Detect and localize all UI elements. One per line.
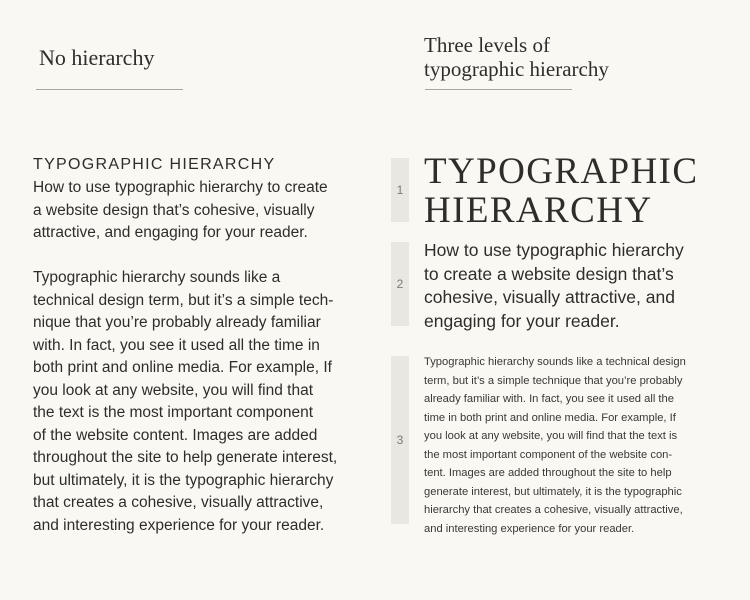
right-subtitle-line: cohesive, visually attractive, and xyxy=(424,287,675,307)
right-body-line: tent. Images are added throughout the site to help xyxy=(424,467,672,479)
left-body-line: of the website content. Images are added xyxy=(33,426,318,444)
right-body-line: hierarchy that creates a cohesive, visually attractive, xyxy=(424,504,683,516)
level-1-marker: 1 xyxy=(391,158,409,222)
left-body-line: you look at any website, you will find that xyxy=(33,381,314,399)
right-body-text xyxy=(424,353,686,538)
right-subtitle-line: engaging for your reader. xyxy=(424,310,620,331)
left-body-line: Typographic hierarchy sounds like a xyxy=(33,269,281,286)
left-body-line: and interesting experience for your reader. xyxy=(33,516,325,534)
left-title-divider xyxy=(36,89,183,90)
right-body-line: term, but it’s a simple technique that you’re probably xyxy=(424,374,683,387)
right-subtitle-line: How to use typographic hierarchy xyxy=(424,240,684,260)
level-2-marker: 2 xyxy=(391,242,409,326)
right-heading-line: TYPOGRAPHIC xyxy=(424,151,699,192)
right-body-line: the most important component of the website con- xyxy=(424,448,673,461)
right-body-line: time in both print and online media. For example, If xyxy=(424,411,676,424)
right-body-line: you look at any website, you will find that the text is xyxy=(424,430,678,442)
right-title-line: Three levels of xyxy=(424,33,550,57)
left-body-line: nique that you’re probably already familiar xyxy=(33,314,321,331)
left-body-line: technical design term, but it’s a simple tech- xyxy=(33,291,334,309)
left-subtitle-line: attractive, and engaging for your reader. xyxy=(33,224,308,241)
left-heading: TYPOGRAPHIC HIERARCHY xyxy=(33,156,276,173)
right-subtitle xyxy=(424,239,684,333)
left-body-line: the text is the most important component xyxy=(33,404,313,421)
level-3-marker: 3 xyxy=(391,356,409,524)
right-body-line: and interesting experience for your reader. xyxy=(424,522,635,535)
left-subtitle-line: a website design that’s cohesive, visually xyxy=(33,201,315,219)
right-column-title xyxy=(424,33,684,81)
right-body-line: generate interest, but ultimately, it is the typographic xyxy=(424,485,682,498)
left-subtitle xyxy=(33,177,363,245)
left-column-title: No hierarchy xyxy=(39,45,155,70)
left-body-line: both print and online media. For example, If xyxy=(33,359,332,376)
right-body-line: already familiar with. In fact, you see it used all the xyxy=(424,393,674,405)
right-heading-line: HIERARCHY xyxy=(424,190,653,231)
right-title-line: typographic hierarchy xyxy=(424,57,609,81)
left-body-line: but ultimately, it is the typographic hierarchy xyxy=(33,471,334,489)
left-body-line: that creates a cohesive, visually attractive, xyxy=(33,494,324,511)
left-body-line: throughout the site to help generate interest, xyxy=(33,449,338,466)
left-body-text xyxy=(33,267,363,537)
right-title-divider xyxy=(425,89,572,90)
right-subtitle-line: to create a website design that’s xyxy=(424,263,674,284)
left-body-line: with. In fact, you see it used all the time in xyxy=(33,336,320,354)
right-heading xyxy=(424,152,698,230)
left-subtitle-line: How to use typographic hierarchy to create xyxy=(33,179,328,196)
right-body-line: Typographic hierarchy sounds like a technical design xyxy=(424,356,686,368)
